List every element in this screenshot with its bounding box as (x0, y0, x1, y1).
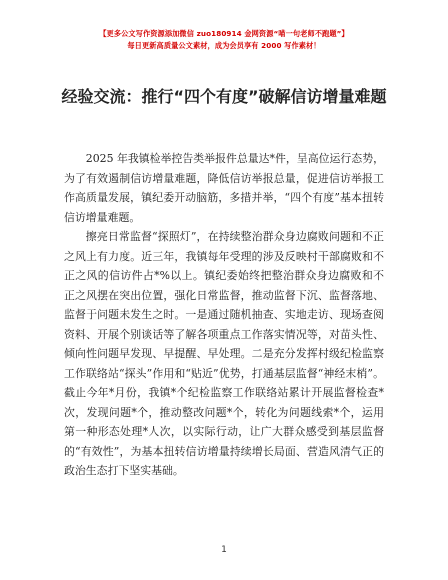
document-body (64, 149, 384, 481)
paragraph-intro: 2025 年我镇检举控告类举报件总量达*件，呈高位运行态势，为了有效遏制信访增量难题，降低信访举报总量，促进信访举报工作高质量发展，镇纪委开动脑筋，多措并举，“四个有度”基本扭转信访增量难题。 (64, 152, 384, 224)
promo-banner-line-1: 【更多公文写作资源添加微信 zuo180914 金网资源“喵一句老师不跑题”】 (99, 29, 349, 38)
document-title: 经验交流：推行“四个有度”破解信访增量难题 (61, 87, 387, 106)
promo-banner (0, 28, 448, 52)
page-number: 1 (221, 545, 227, 555)
promo-banner-line-2: 每日更新高质量公文素材，成为会员享有 2000 写作素材！ (127, 41, 321, 50)
paragraph-supervision: 擦亮日常监督“探照灯”，在持续整治群众身边腐败问题和不正之风上有力度。近三年，我镇每年受理的涉及反映村干部腐败和不正之风的信访件占*%以上。镇纪委始终把整治群众身边腐败和不正之风摆在突出位置，强化日常监督，推动监督下沉、监督落地、监督于问题未发生之时。一是通过随机抽查、实地走访、现场查阅资料、开展个别谈话等了解各项重点工作落实情况等，对苗头性、倾向性问题早发现、早提醒、早处理。二是充分发挥村级纪检监察工作联络站“探头”作用和“贴近”优势，打通基层监督“神经末梢”。截止今年*月份，我镇*个纪检监察工作联络站累计开展监督检查*次，发现问题*个，推动整改问题*个，转化为问题线索*个，运用第一种形态处理*人次，以实际行动，让广大群众感受到基层监督的“有效性”，为基本扭转信访增量持续增长局面、营造风清气正的政治生态打下坚实基础。 (64, 230, 384, 477)
